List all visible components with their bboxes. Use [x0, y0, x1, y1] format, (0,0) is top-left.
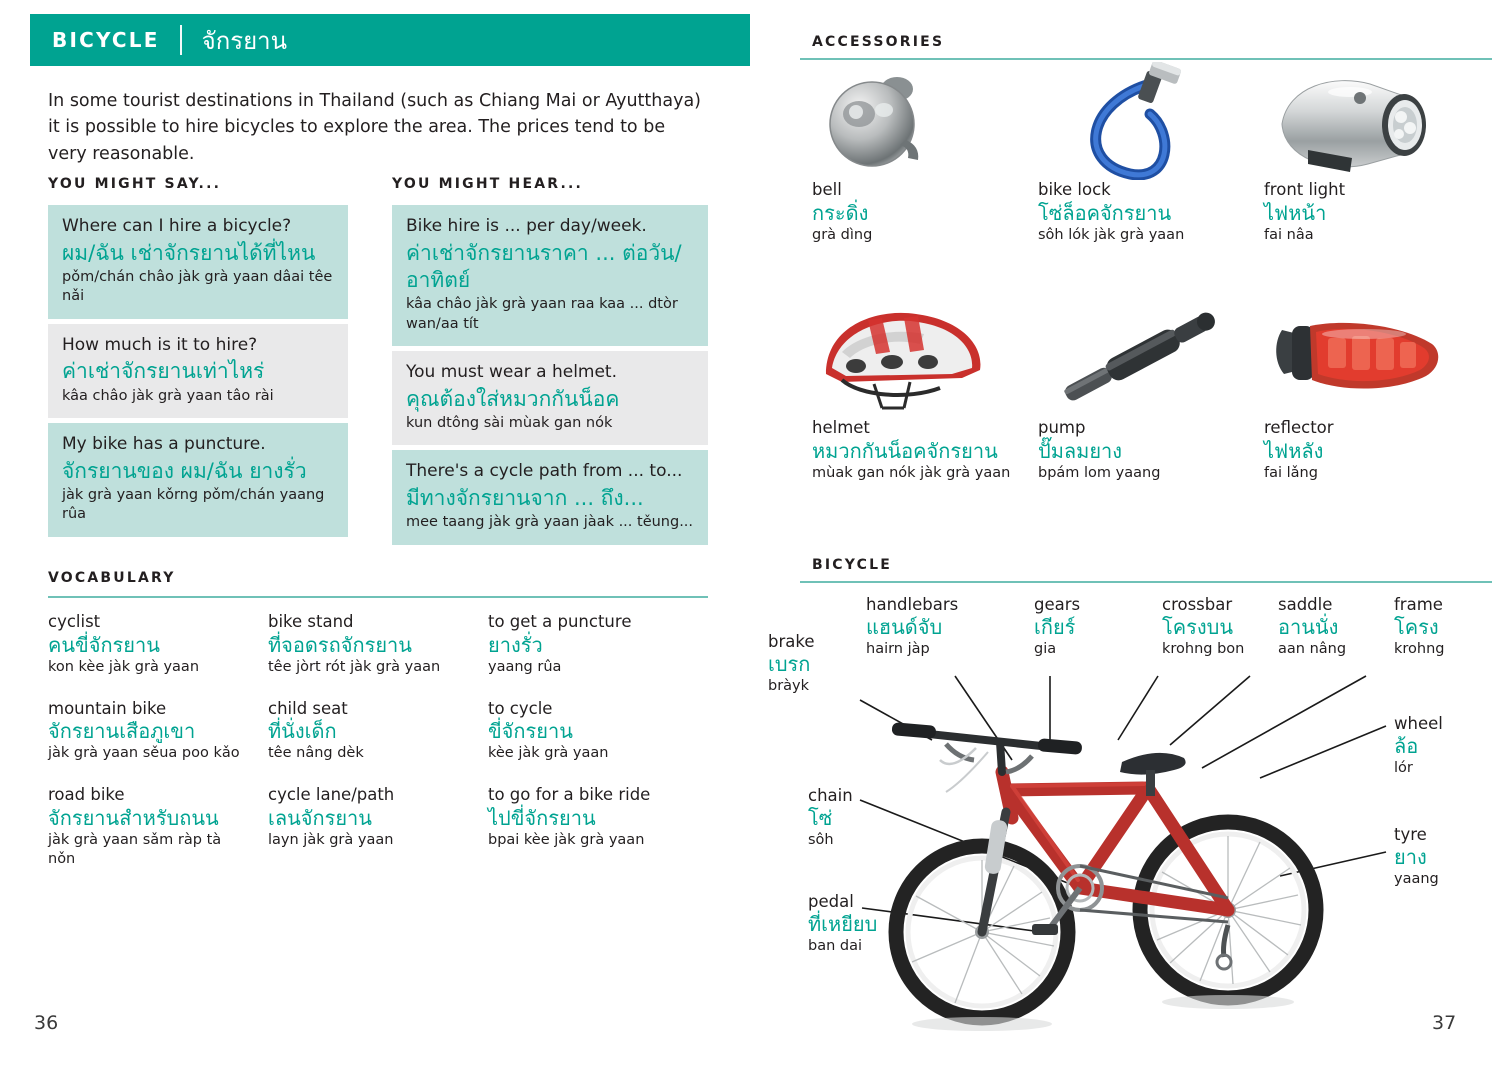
vocab-thai: คนขี่จักรยาน	[48, 632, 160, 657]
bicycle-label-romanization: aan nâng	[1278, 641, 1347, 658]
accessory-romanization: sôh lók jàk grà yaan	[1038, 227, 1185, 244]
phrase-card	[392, 205, 708, 346]
bicycle-label-romanization: yaang	[1394, 871, 1439, 888]
bicycle-label-english: handlebars	[866, 595, 959, 614]
bicycle-label-tyre	[1394, 825, 1439, 889]
intro-paragraph: In some tourist destinations in Thailand (such as Chiang Mai or Ayutthaya) it is possible to hire bicycles to explore the area. The prices tend to be very reasonable.	[48, 91, 702, 164]
vocabulary-heading: VOCABULARY	[48, 570, 176, 586]
vocab-romanization: têe jòrt rót jàk grà yaan	[268, 658, 441, 675]
phrase-card	[48, 205, 348, 319]
vocabulary-item	[488, 612, 692, 677]
vocabulary-rule	[48, 596, 708, 598]
bicycle-label-romanization: hairn jàp	[866, 641, 930, 658]
vocab-english: to go for a bike ride	[488, 785, 651, 805]
bicycle-diagram-heading: BICYCLE	[812, 557, 892, 573]
page-number-left: 36	[34, 1012, 59, 1034]
accessory-romanization: mùak gan nók jàk grà yaan	[812, 465, 1011, 482]
phrase-english: Bike hire is ... per day/week.	[406, 216, 647, 236]
bicycle-label-thai: อานนั่ง	[1278, 615, 1339, 640]
accessories-heading: ACCESSORIES	[812, 34, 945, 50]
vocab-romanization: kon kèe jàk grà yaan	[48, 658, 200, 675]
vocab-thai: ไปขี่จักรยาน	[488, 806, 596, 831]
accessory-romanization: grà dìng	[812, 227, 873, 244]
chapter-title-thai: จักรยาน	[201, 26, 288, 55]
bicycle-label-thai: โครง	[1394, 615, 1439, 640]
phrase-thai: ค่าเช่าจักรยานเท่าไหร่	[62, 359, 265, 384]
phrase-english: My bike has a puncture.	[62, 433, 266, 454]
accessory-thai: กระดิ่ง	[812, 200, 869, 225]
bicycle-label-thai: โซ่	[808, 806, 833, 831]
vocabulary-item	[268, 612, 472, 677]
helmet-icon	[812, 300, 1020, 418]
accessories-row	[812, 300, 1492, 483]
vocabulary-item	[48, 699, 252, 764]
vocab-english: to get a puncture	[488, 612, 632, 631]
bicycle-label-thai: ล้อ	[1394, 734, 1419, 759]
bicycle-label-english: brake	[768, 632, 815, 651]
bicycle-label-romanization: ban dai	[808, 938, 863, 955]
accessory-english: helmet	[812, 418, 870, 438]
vocabulary-item	[268, 699, 472, 764]
bicycle-label-romanization: lór	[1394, 760, 1413, 777]
vocab-romanization: têe nâng dèk	[268, 745, 364, 762]
accessory-item	[1038, 300, 1264, 483]
vocabulary-grid	[48, 612, 708, 891]
phrase-romanization: kâa châo jàk grà yaan raa kaa ... dtòr wan/aa tít	[406, 296, 678, 332]
accessory-thai: โซ่ล็อคจักรยาน	[1038, 200, 1172, 225]
vocab-thai: จักรยานสำหรับถนน	[48, 806, 219, 831]
bicycle-label-romanization: bràyk	[768, 678, 810, 695]
bicycle-label-english: gears	[1034, 595, 1081, 614]
bicycle-label-english: chain	[808, 786, 853, 805]
bicycle-diagram-rule	[800, 581, 1492, 583]
accessory-thai: ไฟหลัง	[1264, 438, 1324, 463]
bicycle-label-pedal	[808, 892, 877, 956]
bike-lock-icon	[1038, 62, 1246, 180]
accessory-label	[812, 418, 1020, 483]
phrase-card	[392, 450, 708, 544]
accessories-grid	[812, 62, 1492, 483]
bicycle-label-english: pedal	[808, 892, 854, 911]
vocab-english: child seat	[268, 698, 348, 718]
phrase-romanization: kâa châo jàk grà yaan tâo rài	[62, 387, 274, 404]
vocab-romanization: jàk grà yaan sěua poo kǎo	[48, 745, 240, 762]
you-might-hear-heading: YOU MIGHT HEAR...	[392, 176, 584, 192]
bicycle-label-gears	[1034, 595, 1080, 659]
bicycle-label-thai: โครงบน	[1162, 615, 1233, 640]
accessory-english: reflector	[1264, 418, 1334, 438]
bicycle-label-english: saddle	[1278, 595, 1333, 614]
accessory-english: bike lock	[1038, 180, 1111, 199]
bicycle-label-romanization: gia	[1034, 641, 1057, 658]
bicycle-label-thai: ยาง	[1394, 845, 1427, 870]
bicycle-photo	[891, 722, 1316, 1031]
vocabulary-item	[488, 785, 692, 850]
bicycle-label-saddle	[1278, 595, 1346, 659]
phrase-thai: มีทางจักรยานจาก ... ถึง...	[406, 485, 644, 510]
bicycle-label-romanization: krohng	[1394, 641, 1445, 658]
vocabulary-item	[268, 785, 472, 850]
bicycle-label-english: tyre	[1394, 825, 1427, 844]
page-number-right: 37	[1432, 1012, 1457, 1034]
phrase-romanization: kun dtông sài mùak gan nók	[406, 414, 613, 431]
vocab-thai: ขี่จักรยาน	[488, 719, 573, 744]
right-page	[750, 0, 1500, 1069]
phrase-thai: ค่าเช่าจักรยานราคา ... ต่อวัน/อาทิตย์	[406, 240, 682, 293]
you-might-say-column	[48, 176, 348, 542]
bicycle-label-thai: ที่เหยียบ	[808, 912, 878, 937]
phrase-card	[392, 351, 708, 445]
vocab-romanization: bpai kèe jàk grà yaan	[488, 832, 645, 849]
phrase-card	[48, 423, 348, 537]
phrase-english: There's a cycle path from ... to...	[406, 461, 683, 482]
accessory-romanization: fai nâa	[1264, 227, 1314, 244]
vocab-english: to cycle	[488, 698, 553, 718]
vocab-english: bike stand	[268, 612, 354, 631]
vocab-english: road bike	[48, 785, 125, 805]
chapter-title-english: BICYCLE	[52, 28, 160, 52]
phrase-card	[48, 324, 348, 418]
vocabulary-column	[268, 612, 488, 891]
phrase-thai: ผม/ฉัน เช่าจักรยานได้ที่ไหน	[62, 240, 316, 265]
vocab-thai: เลนจักรยาน	[268, 806, 372, 831]
pump-icon	[1038, 300, 1246, 418]
phrase-romanization: pǒm/chán châo jàk grà yaan dâai têe nǎi	[62, 269, 333, 305]
phrase-english: Where can I hire a bicycle?	[62, 216, 292, 236]
phrase-romanization: jàk grà yaan kǒrng pǒm/chán yaang rûa	[62, 486, 325, 523]
header-divider	[180, 25, 182, 55]
you-might-say-heading: YOU MIGHT SAY...	[48, 176, 222, 192]
accessory-romanization: bpám lom yaang	[1038, 465, 1161, 482]
vocab-romanization: kèe jàk grà yaan	[488, 745, 609, 762]
accessory-item	[812, 300, 1038, 483]
accessory-thai: ไฟหน้า	[1264, 200, 1327, 225]
accessory-romanization: fai lǎng	[1264, 465, 1318, 482]
accessory-english: pump	[1038, 418, 1086, 438]
bicycle-label-crossbar	[1162, 595, 1244, 659]
bicycle-label-handlebars	[866, 595, 958, 659]
vocabulary-item	[48, 785, 252, 868]
bicycle-label-thai: แฮนด์จับ	[866, 615, 943, 640]
vocabulary-item	[48, 612, 252, 677]
accessory-english: bell	[812, 180, 842, 199]
bicycle-label-english: crossbar	[1162, 595, 1233, 614]
accessory-item	[1264, 62, 1490, 245]
phrase-english: You must wear a helmet.	[406, 361, 618, 382]
vocab-romanization: jàk grà yaan sǎm ràp tà nǒn	[48, 832, 222, 867]
bicycle-label-thai: เกียร์	[1034, 615, 1076, 640]
bicycle-label-english: frame	[1394, 595, 1443, 614]
accessory-label	[1038, 180, 1246, 245]
front-light-icon	[1264, 62, 1472, 180]
vocab-thai: ยางรั่ว	[488, 632, 543, 657]
bicycle-label-thai: เบรก	[768, 652, 811, 677]
vocab-romanization: layn jàk grà yaan	[268, 832, 394, 849]
bicycle-label-chain	[808, 786, 853, 850]
accessories-rule	[800, 58, 1492, 60]
you-might-hear-list	[392, 205, 708, 545]
bicycle-label-english: wheel	[1394, 714, 1443, 733]
reflector-icon	[1264, 300, 1472, 418]
you-might-hear-column	[392, 176, 708, 550]
accessory-item	[812, 62, 1038, 245]
accessory-item	[1264, 300, 1490, 483]
vocabulary-section	[48, 570, 708, 891]
vocab-english: mountain bike	[48, 698, 167, 718]
vocab-romanization: yaang rûa	[488, 658, 562, 675]
accessory-item	[1038, 62, 1264, 245]
bicycle-label-brake	[768, 632, 815, 696]
accessory-label	[1264, 418, 1472, 483]
accessory-english: front light	[1264, 180, 1346, 199]
accessories-row	[812, 62, 1492, 245]
chapter-header-bar	[30, 14, 750, 66]
accessory-thai: หมวกกันน็อคจักรยาน	[812, 438, 998, 463]
bicycle-label-romanization: krohng bon	[1162, 641, 1245, 658]
bicycle-bell-icon	[812, 62, 1020, 180]
phrase-romanization: mee taang jàk grà yaan jàak ... těung...	[406, 514, 694, 531]
vocabulary-column	[488, 612, 708, 891]
bicycle-label-wheel	[1394, 714, 1443, 778]
vocabulary-column	[48, 612, 268, 891]
vocab-thai: จักรยานเสือภูเขา	[48, 719, 196, 744]
you-might-say-list	[48, 205, 348, 537]
vocab-english: cyclist	[48, 612, 101, 631]
phrase-english: How much is it to hire?	[62, 334, 258, 355]
vocab-thai: ที่นั่งเด็ก	[268, 719, 337, 744]
phrase-thai: คุณต้องใส่หมวกกันน็อค	[406, 386, 620, 411]
bicycle-label-frame	[1394, 595, 1445, 659]
vocab-english: cycle lane/path	[268, 785, 395, 805]
accessory-thai: ปั๊มลมยาง	[1038, 438, 1123, 463]
accessory-label	[1264, 180, 1472, 245]
bicycle-label-romanization: sôh	[808, 832, 834, 849]
phrase-thai: จักรยานของ ผม/ฉัน ยางรั่ว	[62, 458, 307, 483]
vocabulary-item	[488, 699, 692, 764]
vocab-thai: ที่จอดรถจักรยาน	[268, 632, 412, 657]
accessory-label	[1038, 418, 1246, 483]
accessory-label	[812, 180, 1020, 245]
